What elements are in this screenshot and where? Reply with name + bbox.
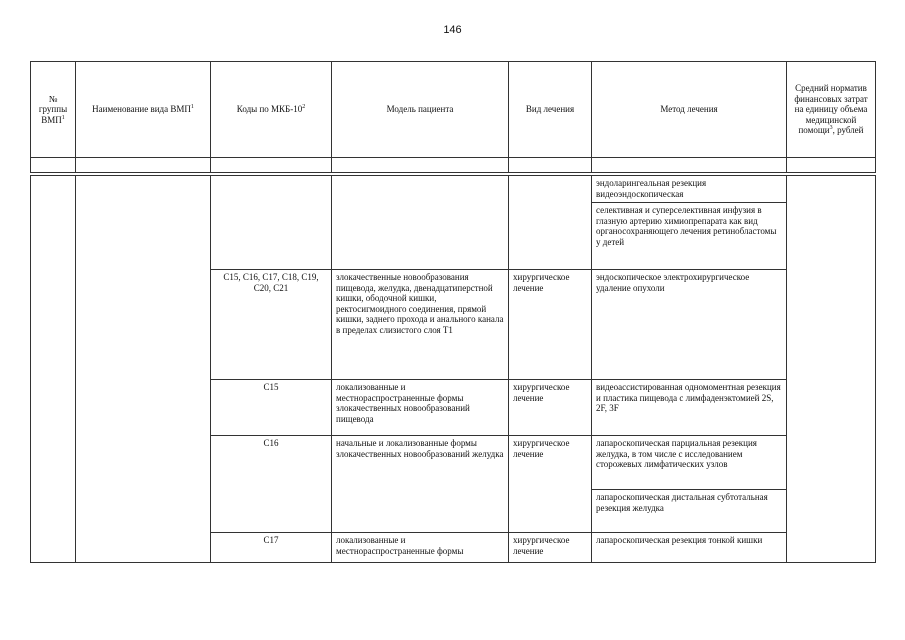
financial-norm-cell	[787, 176, 876, 563]
vmp-name-cell	[76, 176, 211, 563]
treatment-method-cell: видеоассистированная одномоментная резекция и пластика пищевода с лимфаденэктомией 2S, 2F, 3F	[592, 380, 787, 436]
patient-model-cell: злокачественные новообразования пищевода, желудка, двенадцатиперстной кишки, ободочной кишки, ректосигмоидного соединения, прямой кишки, заднего прохода и анального канала в пределах слизистого слоя T1	[332, 270, 509, 380]
vmp-table	[30, 61, 876, 563]
patient-model-cell	[332, 176, 509, 270]
treatment-type-cell: хирургическое лечение	[509, 270, 592, 380]
patient-model-cell: локализованные и местнораспространенные формы злокачественных новообразований пищевода	[332, 380, 509, 436]
header-treatment-type: Вид лечения	[509, 62, 592, 158]
treatment-type-cell: хирургическое лечение	[509, 436, 592, 533]
header-financial-norm: Средний норматив финансовых затрат на единицу объема медицинской помощи$^3$, рублей	[787, 62, 876, 158]
treatment-method-cell: лапароскопическая резекция тонкой кишки	[592, 533, 787, 563]
group-number-cell	[31, 176, 76, 563]
patient-model-cell: локализованные и местнораспространенные формы	[332, 533, 509, 563]
table-row	[31, 176, 876, 203]
page-number: 146	[443, 24, 462, 36]
header-icd-codes: Коды по МКБ-$10^2$	[211, 62, 332, 158]
header-treatment-method: Метод лечения	[592, 62, 787, 158]
table-header-row	[31, 62, 876, 158]
treatment-type-cell	[509, 176, 592, 270]
treatment-method-cell: эндоларингеальная резекция видеоэндоскопическая	[592, 176, 787, 203]
treatment-method-cell: эндоскопическое электрохирургическое удаление опухоли	[592, 270, 787, 380]
treatment-method-cell: лапароскопическая дистальная субтотальная резекция желудка	[592, 490, 787, 533]
treatment-method-cell: лапароскопическая парциальная резекция желудка, в том числе с исследованием сторожевых лимфатических узлов	[592, 436, 787, 490]
icd-code-cell: C15, C16, C17, C18, C19, C20, C21	[211, 270, 332, 380]
icd-code-cell	[211, 176, 332, 270]
patient-model-cell: начальные и локализованные формы злокачественных новообразований желудка	[332, 436, 509, 533]
icd-code-cell: C15	[211, 380, 332, 436]
header-group-number: № группы ВМП$^1$	[31, 62, 76, 158]
treatment-method-cell: селективная и суперселективная инфузия в глазную артерию химиопрепарата как вид органосохраняющего лечения ретинобластомы у детей	[592, 203, 787, 270]
treatment-type-cell: хирургическое лечение	[509, 380, 592, 436]
treatment-type-cell: хирургическое лечение	[509, 533, 592, 563]
header-vmp-name: Наименование вида ВМП$^1$	[76, 62, 211, 158]
column-number-row	[31, 158, 876, 173]
icd-code-cell: C17	[211, 533, 332, 563]
header-patient-model: Модель пациента	[332, 62, 509, 158]
icd-code-cell: C16	[211, 436, 332, 533]
